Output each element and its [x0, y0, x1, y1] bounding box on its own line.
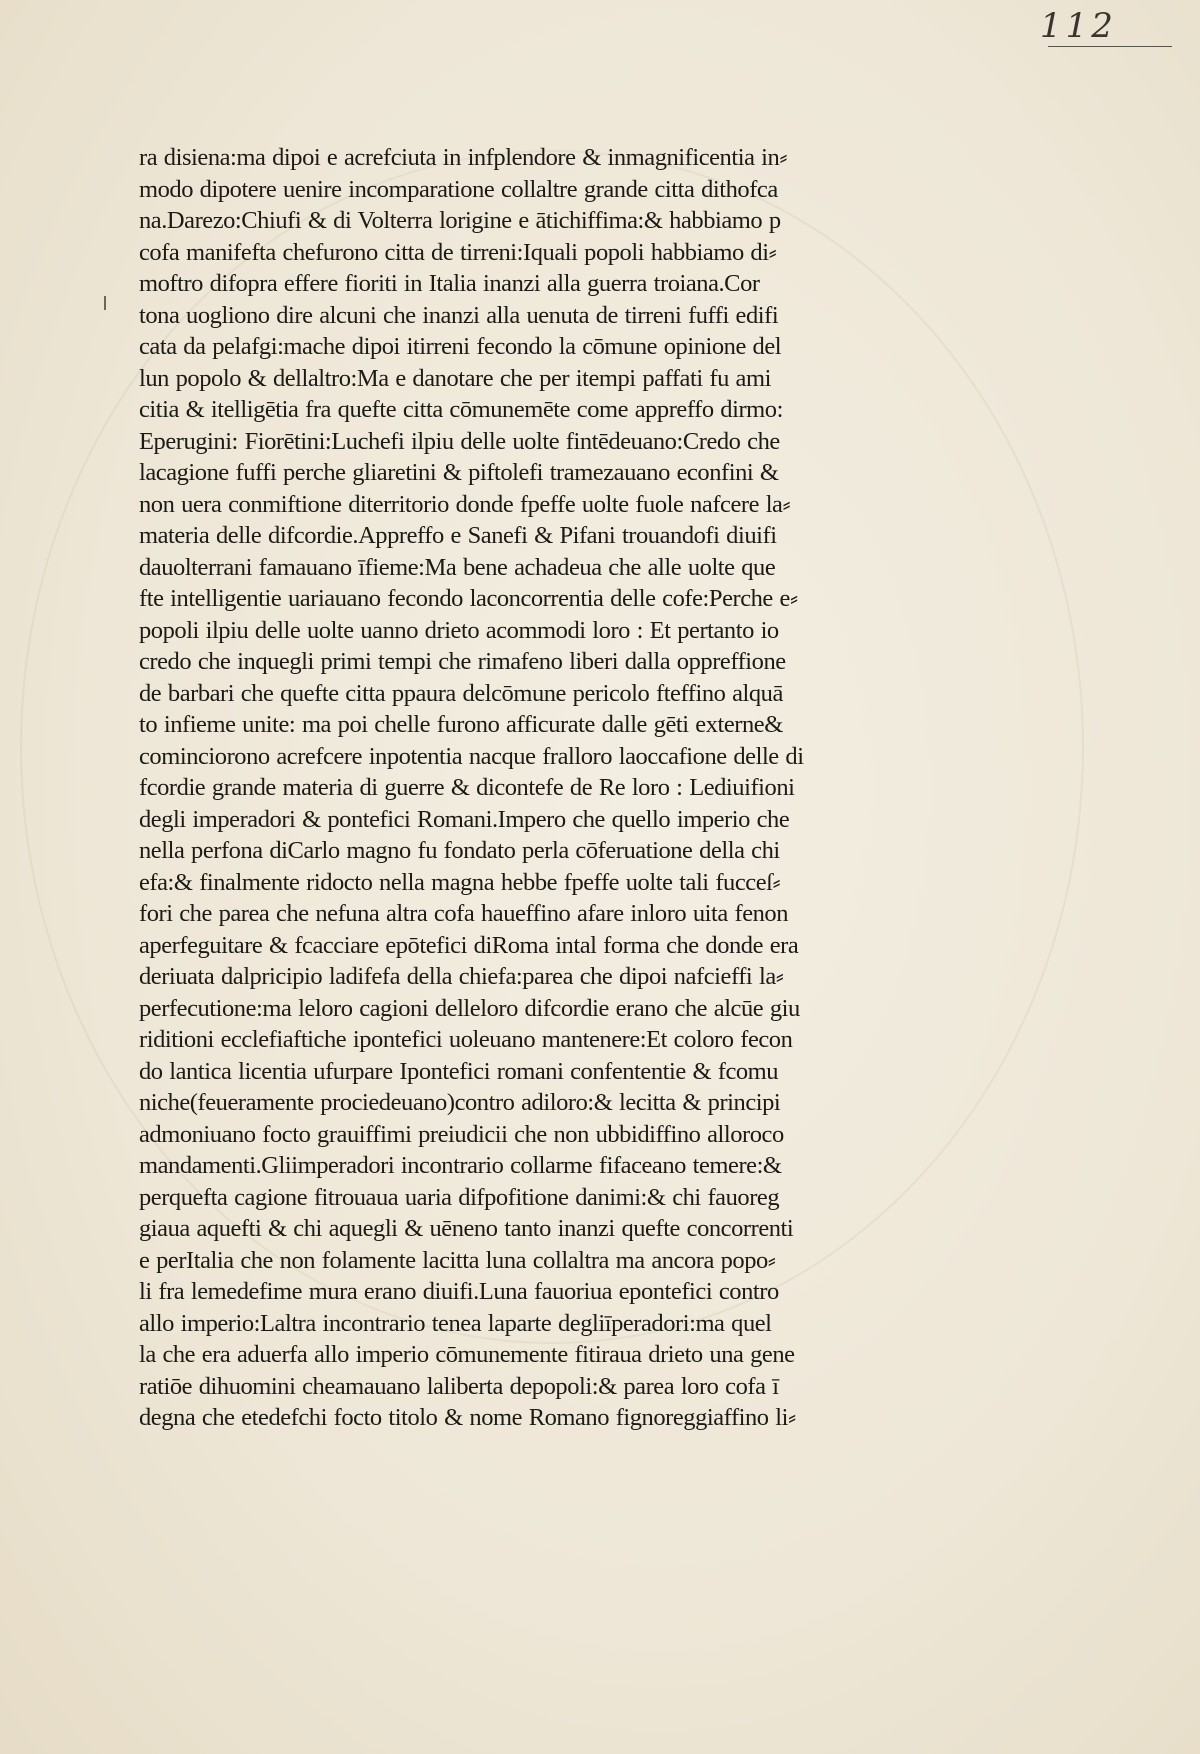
text-line: degli imperadori & pontefici Romani.Impero che quello imperio che [139, 805, 790, 833]
text-line: mandamenti.Gliimperadori incontrario collarme fifaceano temere:& [139, 1152, 782, 1179]
text-line: perquefta cagione fitrouaua uaria difpofitione danimi:& chi fauoreg [139, 1183, 780, 1211]
text-line: popoli ilpiu delle uolte uanno drieto acommodi loro : Et pertanto io [139, 616, 779, 644]
text-line: riditioni ecclefiaftiche ipontefici uoleuano mantenere:Et coloro fecon [139, 1026, 793, 1053]
text-line: to infieme unite: ma poi chelle furono afficurate dalle gēti externe& [139, 711, 783, 738]
text-line: fte intelligentie uariauano fecondo laconcorrentia delle cofe:Perche e⸗ [139, 585, 798, 612]
text-line: nella perfona diCarlo magno fu fondato perla cōferuatione della chi [139, 837, 780, 864]
text-line: deriuata dalpricipio ladifefa della chiefa:parea che dipoi nafcieffi la⸗ [139, 963, 784, 990]
text-line: degna che etedefchi focto titolo & nome Romano fignoreggiaffino li⸗ [139, 1404, 796, 1431]
text-line: fcordie grande materia di guerre & dicontefe de Re loro : Lediuifioni [139, 774, 795, 801]
text-line: allo imperio:Laltra incontrario tenea laparte degliīperadori:ma quel [139, 1309, 772, 1337]
folio-underline [1048, 46, 1172, 47]
margin-mark [104, 296, 106, 310]
text-line: lun popolo & dellaltro:Ma e danotare che per itempi paffati fu ami [139, 364, 771, 392]
text-line: de barbari che quefte citta ppaura delcōmune pericolo fteffino alquā [139, 679, 783, 707]
folio-number: 112 [1040, 6, 1117, 46]
text-line: cofa manifefta chefurono citta de tirreni:Iquali popoli habbiamo di⸗ [139, 238, 777, 266]
text-line: lacagione fuffi perche gliaretini & piftolefi tramezauano econfini & [139, 459, 779, 486]
text-line: materia delle difcordie.Appreffo e Sanefi & Pifani trouandofi diuifi [139, 522, 777, 549]
text-line: na.Darezo:Chiufi & di Volterra lorigine e ātichiffima:& habbiamo p [139, 207, 781, 234]
text-line: moftro difopra effere fioriti in Italia inanzi alla guerra troiana.Cor [139, 270, 760, 297]
text-line: perfecutione:ma leloro cagioni delleloro difcordie erano che alcūe giu [139, 994, 800, 1022]
text-line: li fra lemedefime mura erano diuifi.Luna fauoriua epontefici contro [139, 1278, 779, 1305]
text-line: giaua aquefti & chi aquegli & uēneno tanto inanzi quefte concorrenti [139, 1215, 794, 1242]
text-line: non uera conmiftione diterritorio donde fpeffe uolte fuole nafcere la⸗ [139, 490, 791, 518]
text-line: do lantica licentia ufurpare Ipontefici romani confententie & fcomu [139, 1057, 779, 1085]
text-line: ra disiena:ma dipoi e acrefciuta in infplendore & inmagnificentia in⸗ [139, 144, 788, 171]
text-line: la che era aduerfa allo imperio cōmunemente fitiraua drieto una gene [139, 1341, 795, 1368]
text-line: ratiōe dihuomini cheamauano laliberta depopoli:& parea loro cofa ī [139, 1372, 779, 1400]
text-line: e perItalia che non folamente lacitta luna collaltra ma ancora popo⸗ [139, 1246, 776, 1274]
text-line: aperfeguitare & fcacciare epōtefici diRoma intal forma che donde era [139, 931, 799, 959]
text-line: cata da pelafgi:mache dipoi itirreni fecondo la cōmune opinione del [139, 333, 782, 360]
text-line: fori che parea che nefuna altra cofa haueffino afare inloro uita fenon [139, 900, 789, 927]
text-line: admoniuano focto grauiffimi preiudicii che non ubbidiffino alloroco [139, 1120, 784, 1148]
text-line: citia & itelligētia fra quefte citta cōmunemēte come appreffo dirmo: [139, 396, 783, 423]
text-line: tona uogliono dire alcuni che inanzi alla uenuta de tirreni fuffi edifi [139, 301, 779, 329]
text-line: niche(feueramente prociedeuano)contro adiloro:& lecitta & principi [139, 1089, 781, 1116]
text-line: Eperugini: Fiorētini:Luchefi ilpiu delle uolte fintēdeuano:Credo che [139, 427, 780, 455]
text-line: dauolterrani famauano īfieme:Ma bene achadeua che alle uolte que [139, 553, 776, 581]
text-block [139, 142, 891, 1434]
text-line: cominciorono acrefcere inpotentia nacque fralloro laoccafione delle di [139, 742, 804, 770]
text-line: modo dipotere uenire incomparatione collaltre grande citta dithofca [139, 175, 778, 203]
text-line: efa:& finalmente ridocto nella magna hebbe fpeffe uolte tali fucceſ⸗ [139, 868, 781, 896]
text-line: credo che inquegli primi tempi che rimafeno liberi dalla oppreffione [139, 648, 786, 675]
